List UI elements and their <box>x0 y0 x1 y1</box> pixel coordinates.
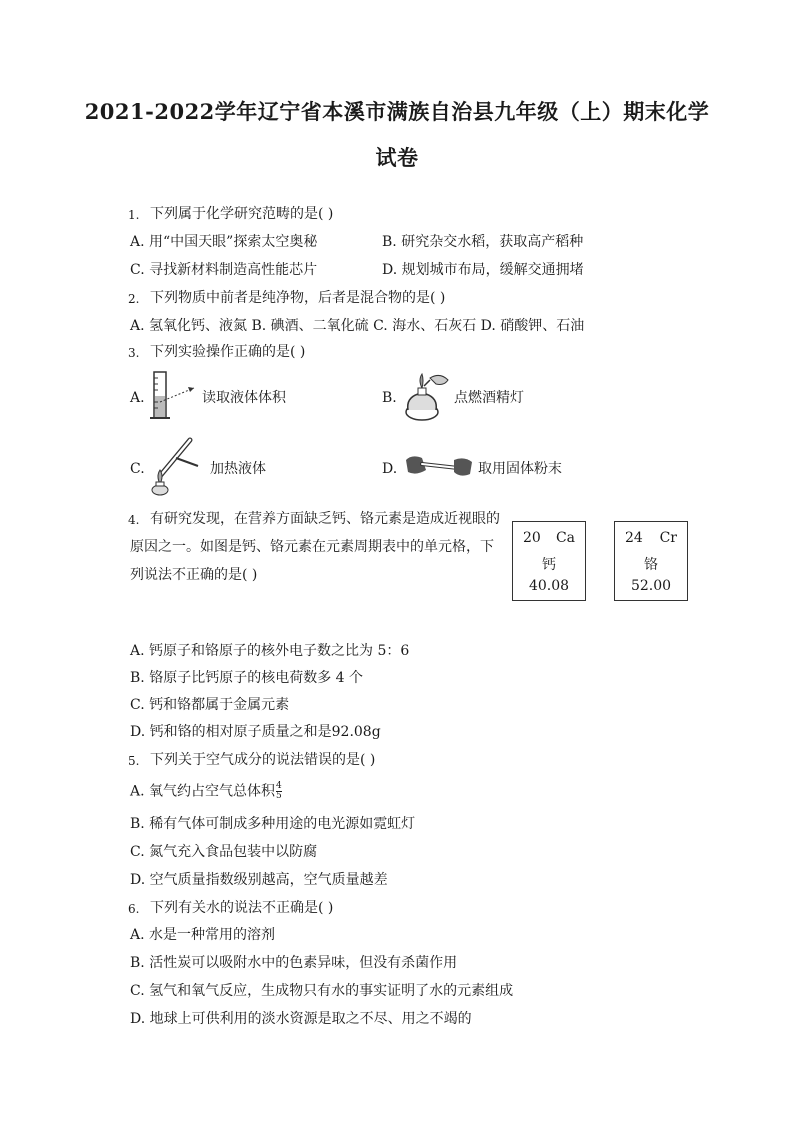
q6-option-d: D. 地球上可供利用的淡水资源是取之不尽、用之不竭的 <box>130 1011 472 1027</box>
calcium-atomic-number: 20 <box>523 530 541 546</box>
q4-option-a: A. 钙原子和铬原子的核外电子数之比为 5：6 <box>130 643 410 659</box>
q3-option-a-text: 读取液体体积 <box>202 390 286 406</box>
chromium-symbol: Cr <box>659 530 677 546</box>
chromium-atomic-number: 24 <box>625 530 643 546</box>
q5-option-a <box>130 782 282 801</box>
calcium-name: 钙 <box>542 557 556 573</box>
question-number-6: 6. <box>128 902 140 916</box>
powder-spatula-test-tube-figure <box>402 450 476 484</box>
question-5-stem: 下列关于空气成分的说法错误的是( ) <box>150 752 376 768</box>
q3-option-b-letter: B. <box>382 390 397 406</box>
q3-option-c-text: 加热液体 <box>210 461 266 477</box>
graduated-cylinder-reading-figure <box>148 368 202 424</box>
q3-option-d-letter: D. <box>382 461 398 477</box>
q6-option-c: C. 氢气和氧气反应，生成物只有水的事实证明了水的元素组成 <box>130 983 514 999</box>
calcium-element-cell <box>512 521 586 601</box>
q3-option-d-text: 取用固体粉末 <box>478 461 562 477</box>
question-number-3: 3. <box>128 346 140 360</box>
q3-option-b-text: 点燃酒精灯 <box>454 390 524 406</box>
question-1-stem: 下列属于化学研究范畴的是( ) <box>150 206 334 222</box>
question-number-1: 1. <box>128 208 140 222</box>
question-2-stem: 下列物质中前者是纯净物，后者是混合物的是( ) <box>150 290 446 306</box>
q4-option-b: B. 铬原子比钙原子的核电荷数多 4 个 <box>130 670 363 686</box>
q6-option-a: A. 水是一种常用的溶剂 <box>130 927 276 943</box>
fraction-denominator: 5 <box>276 791 282 801</box>
question-number-4: 4. <box>128 513 140 527</box>
q1-option-b: B. 研究杂交水稻，获取高产稻种 <box>382 234 584 250</box>
q5-option-b: B. 稀有气体可制成多种用途的电光源如霓虹灯 <box>130 816 416 832</box>
q1-option-c: C. 寻找新材料制造高性能芯片 <box>130 262 318 278</box>
exam-title-continued: 试卷 <box>375 145 419 170</box>
question-3-stem: 下列实验操作正确的是( ) <box>150 344 306 360</box>
heating-test-tube-figure <box>146 436 208 498</box>
q5-option-a-text: A. 氧气约占空气总体积 <box>130 783 276 800</box>
chromium-element-cell <box>614 521 688 601</box>
q2-options: A. 氢氧化钙、液氮 B. 碘酒、二氧化硫 C. 海水、石灰石 D. 硝酸钾、石油 <box>130 318 585 334</box>
q4-option-c: C. 钙和铬都属于金属元素 <box>130 697 290 713</box>
q4-option-d: D. 钙和铬的相对原子质量之和是92.08g <box>130 724 381 740</box>
q1-option-d: D. 规划城市布局，缓解交通拥堵 <box>382 262 584 278</box>
exam-title: 2021-2022学年辽宁省本溪市满族自治县九年级（上）期末化学 <box>84 99 710 124</box>
q1-option-a: A. 用“中国天眼”探索太空奥秘 <box>130 234 318 250</box>
question-number-5: 5. <box>128 754 140 768</box>
q6-option-b: B. 活性炭可以吸附水中的色素异味，但没有杀菌作用 <box>130 955 458 971</box>
four-fifths-fraction <box>276 782 282 801</box>
question-4-stem-line2: 原因之一。如图是钙、铬元素在元素周期表中的单元格，下 <box>130 539 494 555</box>
q3-option-c-letter: C. <box>130 461 145 477</box>
question-4-stem-line3: 列说法不正确的是( ) <box>130 567 258 583</box>
question-number-2: 2. <box>128 292 140 306</box>
calcium-symbol: Ca <box>555 530 575 546</box>
question-4-stem-line1: 有研究发现，在营养方面缺乏钙、铬元素是造成近视眼的 <box>150 511 500 527</box>
calcium-atomic-mass: 40.08 <box>528 578 570 594</box>
q5-option-d: D. 空气质量指数级别越高，空气质量越差 <box>130 872 388 888</box>
q3-option-a-letter: A. <box>130 390 145 406</box>
chromium-atomic-mass: 52.00 <box>630 578 672 594</box>
fraction-numerator: 4 <box>276 781 282 791</box>
q5-option-c: C. 氮气充入食品包装中以防腐 <box>130 844 318 860</box>
question-6-stem: 下列有关水的说法不正确是( ) <box>150 900 334 916</box>
chromium-name: 铬 <box>644 557 658 573</box>
alcohol-lamp-lighting-figure <box>400 368 454 424</box>
